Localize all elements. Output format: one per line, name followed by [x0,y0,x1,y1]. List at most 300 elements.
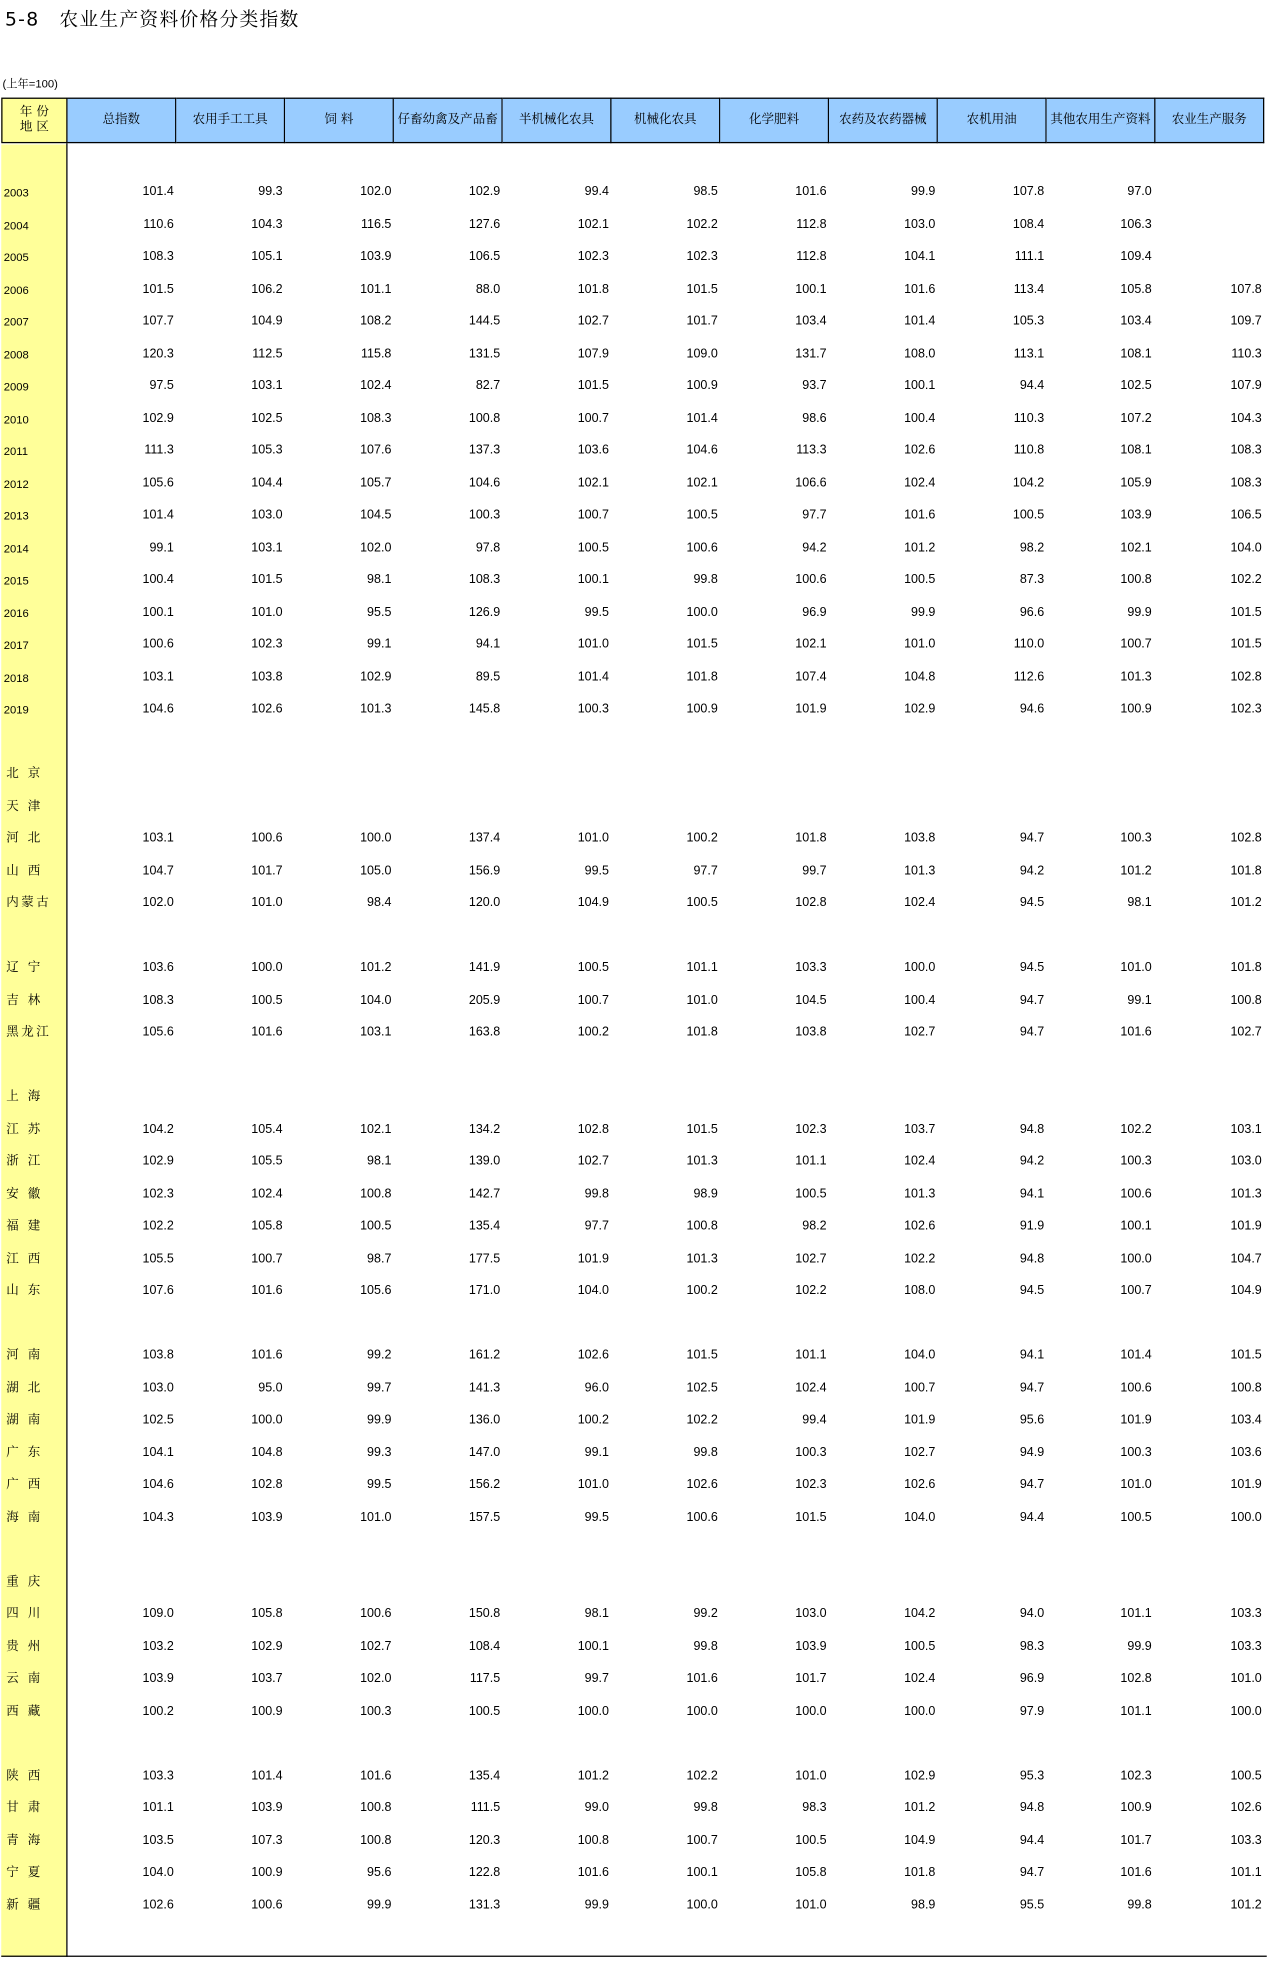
index-value-cell: 99.7 [802,863,827,878]
index-value-cell: 100.0 [251,1413,283,1428]
index-value-cell: 107.9 [577,346,609,361]
index-value-cell: 108.4 [468,1639,501,1654]
index-value-cell: 106.5 [468,249,501,264]
index-value-cell: 99.9 [911,185,936,199]
region-label: 陕 西 [6,1768,43,1783]
region-row [0,1409,1268,1432]
index-value-cell: 100.5 [577,540,609,555]
index-value-cell: 157.5 [468,1510,501,1525]
index-value-cell: 101.6 [904,281,936,296]
region-label: 山 东 [6,1283,43,1298]
index-value-cell: 100.0 [251,960,283,975]
index-value-cell: 97.8 [475,540,501,555]
index-value-cell: 100.5 [1120,1510,1152,1525]
index-value-cell: 108.4 [1012,217,1045,232]
index-value-cell: 101.8 [904,1865,936,1880]
index-value-cell: 102.6 [904,443,936,458]
index-value-cell: 103.6 [577,443,609,458]
index-value-cell: 101.5 [1230,605,1262,620]
index-value-cell: 102.1 [577,217,609,232]
index-value-cell: 112.5 [252,346,283,361]
index-value-cell: 97.7 [693,863,718,878]
region-row [0,1829,1268,1852]
year-row [0,311,1268,334]
index-value-cell: 106.3 [1120,217,1152,232]
index-value-cell: 101.0 [577,831,609,846]
index-value-cell: 100.8 [360,1833,392,1848]
index-value-cell: 100.6 [1120,1380,1152,1395]
index-value-cell: 108.3 [360,411,392,426]
index-value-cell: 100.0 [795,1704,827,1718]
index-value-cell: 103.4 [795,314,827,329]
region-row [0,1668,1268,1691]
index-value-cell: 100.2 [686,1283,718,1298]
index-value-cell: 110.8 [1013,443,1045,458]
index-value-cell: 100.3 [577,702,609,717]
index-value-cell: 105.5 [142,1251,174,1266]
year-label: 2007 [3,315,29,329]
index-value-cell: 102.2 [904,1251,936,1266]
index-value-cell: 99.1 [584,1445,609,1460]
index-value-cell: 101.3 [1120,669,1152,684]
year-label: 2011 [3,444,28,458]
index-value-cell: 102.3 [795,1477,827,1492]
index-value-cell: 100.2 [577,1025,609,1040]
region-label: 甘 肃 [6,1800,43,1815]
index-value-cell: 100.0 [686,605,718,620]
year-row [0,569,1268,592]
index-value-cell: 97.9 [1019,1704,1045,1718]
index-value-cell: 99.2 [367,1348,392,1363]
index-value-cell: 100.8 [360,1800,392,1815]
index-value-cell: 100.1 [795,281,827,296]
index-value-cell: 99.8 [693,572,718,587]
index-value-cell: 100.2 [577,1413,609,1428]
index-value-cell: 100.3 [795,1445,827,1460]
index-value-cell: 113.3 [796,443,827,458]
index-value-cell: 94.2 [1019,1154,1045,1169]
region-row [0,957,1268,980]
index-value-cell: 99.8 [693,1800,718,1815]
index-value-cell: 102.6 [904,1477,936,1492]
index-value-cell: 101.0 [795,1768,827,1783]
region-row [0,1474,1268,1497]
index-value-cell: 139.0 [468,1154,501,1169]
region-label: 上 海 [6,1089,43,1104]
index-value-cell: 97.7 [802,508,827,523]
index-value-cell: 101.8 [1230,863,1262,878]
year-label: 2004 [3,218,29,232]
region-label: 广 东 [6,1445,43,1460]
index-value-cell: 104.6 [686,443,718,458]
index-value-cell: 104.0 [360,993,392,1007]
region-label: 吉 林 [6,993,43,1007]
index-value-cell: 99.8 [693,1639,718,1654]
index-value-cell: 103.1 [142,669,174,684]
index-value-cell: 100.5 [251,993,283,1007]
index-value-cell: 122.8 [468,1865,501,1880]
index-value-cell: 102.8 [1230,831,1262,846]
index-value-cell: 102.7 [904,1025,936,1040]
index-value-cell: 150.8 [468,1607,501,1622]
index-value-cell: 104.9 [577,896,609,910]
index-value-cell: 101.8 [795,831,827,846]
region-label: 江 苏 [6,1122,43,1137]
index-value-cell: 99.5 [584,1510,609,1525]
region-label: 湖 南 [6,1413,43,1428]
index-value-cell: 101.6 [251,1283,283,1298]
index-value-cell: 95.6 [367,1865,392,1880]
index-value-cell: 99.9 [911,605,936,620]
index-value-cell: 102.2 [795,1283,827,1298]
index-value-cell: 100.1 [142,605,174,620]
header-corner-cell [1,98,67,144]
year-row [0,375,1268,398]
index-value-cell: 103.3 [795,960,827,975]
index-value-cell: 171.0 [468,1283,501,1298]
index-value-cell: 100.6 [795,572,827,587]
index-value-cell: 100.7 [577,411,609,426]
index-value-cell: 101.5 [1230,1348,1262,1363]
column-header: 农机用油 [938,98,1047,144]
index-value-cell: 101.9 [577,1251,609,1266]
index-value-cell: 100.6 [1120,1186,1152,1201]
index-value-cell: 100.5 [686,508,718,523]
index-value-cell: 99.4 [802,1413,827,1428]
index-value-cell: 102.7 [1230,1025,1262,1040]
index-value-cell: 111.1 [1014,249,1045,264]
index-value-cell: 102.4 [904,1671,936,1686]
index-value-cell: 102.9 [360,669,392,684]
index-value-cell: 142.7 [468,1186,501,1201]
index-value-cell: 101.2 [904,540,936,555]
index-value-cell: 93.7 [802,378,827,393]
index-value-cell: 98.6 [802,411,827,426]
index-value-cell: 103.9 [251,1800,283,1815]
column-header: 化学肥料 [720,98,829,144]
index-value-cell: 100.1 [904,378,936,393]
index-value-cell: 101.0 [1230,1671,1262,1686]
index-value-cell: 100.5 [468,1704,501,1718]
index-value-cell: 104.9 [904,1833,936,1848]
index-value-cell: 102.6 [686,1477,718,1492]
index-value-cell: 101.0 [1120,960,1152,975]
table-bottom-rule [1,1956,1267,1957]
index-value-cell: 102.2 [686,1768,718,1783]
index-value-cell: 97.5 [149,378,174,393]
index-value-cell: 101.4 [904,314,936,329]
index-value-cell: 94.9 [1019,1445,1045,1460]
index-value-cell: 99.5 [367,1477,392,1492]
index-value-cell: 100.8 [468,411,501,426]
index-value-cell: 102.7 [795,1251,827,1266]
index-value-cell: 101.4 [577,669,609,684]
index-value-cell: 100.6 [251,1897,283,1912]
index-value-cell: 99.4 [584,185,609,199]
year-label: 2019 [3,703,29,717]
index-value-cell [1155,181,1261,204]
index-value-cell: 100.5 [795,1833,827,1848]
region-label: 内蒙古 [6,896,52,910]
index-value-cell: 110.0 [1013,637,1045,652]
index-value-cell: 101.7 [1120,1833,1152,1848]
index-value-cell: 100.5 [577,960,609,975]
index-value-cell: 96.9 [802,605,827,620]
index-value-cell: 104.0 [577,1283,609,1298]
table-title: 农业生产资料价格分类指数 [59,7,300,31]
index-value-cell: 102.2 [686,217,718,232]
region-label: 河 南 [6,1348,43,1363]
index-value-cell: 101.9 [904,1413,936,1428]
index-value-cell: 100.5 [1012,508,1045,523]
index-value-cell: 109.4 [1120,249,1152,264]
index-value-cell: 100.6 [686,540,718,555]
region-label: 新 疆 [6,1897,43,1912]
index-value-cell: 134.2 [468,1122,501,1137]
index-value-cell: 102.6 [577,1348,609,1363]
index-value-cell: 100.6 [142,637,174,652]
year-label: 2005 [3,250,29,264]
region-label: 青 海 [6,1833,43,1848]
index-value-cell: 100.7 [686,1833,718,1848]
index-value-cell: 95.3 [1019,1768,1045,1783]
index-value-cell: 102.0 [142,896,174,910]
index-value-cell: 94.8 [1019,1122,1045,1137]
index-value-cell: 102.5 [686,1380,718,1395]
index-value-cell: 104.0 [142,1865,174,1880]
index-value-cell: 107.9 [1230,378,1262,393]
table-number: 5-8 [5,7,40,31]
index-value-cell: 103.9 [142,1671,174,1686]
index-value-cell: 104.1 [904,249,936,264]
index-value-cell: 101.1 [795,1154,827,1169]
region-label: 辽 宁 [6,960,43,975]
index-value-cell: 100.2 [142,1704,174,1718]
index-value-cell: 112.8 [796,249,827,264]
index-value-cell: 104.8 [251,1445,283,1460]
index-value-cell: 103.0 [142,1380,174,1395]
index-value-cell: 97.0 [1127,185,1152,199]
index-value-cell: 100.0 [1230,1704,1262,1718]
index-value-cell: 99.5 [584,863,609,878]
index-value-cell: 100.1 [577,1639,609,1654]
index-value-cell: 91.9 [1019,1219,1045,1234]
column-header: 农业生产服务 [1155,98,1264,144]
index-value-cell: 104.6 [142,1477,174,1492]
index-value-cell: 102.4 [904,1154,936,1169]
region-row [0,1636,1268,1659]
index-value-cell: 102.2 [1120,1122,1152,1137]
region-row [0,1506,1268,1529]
index-value-cell: 107.2 [1120,411,1152,426]
index-value-cell: 141.9 [468,960,501,975]
region-row [0,989,1268,1012]
region-row [0,1022,1268,1045]
index-value-cell: 100.5 [360,1219,392,1234]
index-value-cell: 95.0 [258,1380,283,1395]
region-row [0,1603,1268,1626]
index-value-cell: 100.9 [251,1704,283,1718]
index-value-cell: 101.6 [251,1025,283,1040]
index-value-cell: 102.8 [577,1122,609,1137]
index-value-cell: 115.8 [361,346,392,361]
index-value-cell: 102.9 [468,185,501,199]
index-value-cell: 103.1 [251,378,283,393]
index-value-cell: 100.8 [1230,993,1262,1007]
index-value-cell: 100.0 [577,1704,609,1718]
index-value-cell: 100.5 [1230,1768,1262,1783]
index-value-cell: 100.1 [577,572,609,587]
index-value-cell: 94.2 [1019,863,1045,878]
column-header: 总指数 [68,98,177,144]
index-value-cell: 144.5 [468,314,501,329]
region-row [0,1894,1268,1917]
region-label: 江 西 [6,1251,43,1266]
index-value-cell: 100.0 [904,1704,936,1718]
index-value-cell: 94.1 [1019,1186,1045,1201]
index-value-cell: 102.9 [904,1768,936,1783]
index-value-cell: 103.7 [904,1122,936,1137]
index-value-cell: 105.6 [142,475,174,490]
column-header: 半机械化农具 [503,98,612,144]
index-value-cell: 177.5 [468,1251,501,1266]
index-value-cell: 136.0 [468,1413,501,1428]
index-value-cell: 99.5 [584,605,609,620]
index-value-cell: 100.9 [1120,702,1152,717]
index-value-cell: 99.1 [367,637,392,652]
index-value-cell: 102.9 [251,1639,283,1654]
index-value-cell: 100.0 [360,831,392,846]
year-label: 2016 [3,606,29,620]
index-value-cell: 102.1 [1120,540,1152,555]
index-value-cell: 101.8 [577,281,609,296]
index-value-cell: 104.0 [1230,540,1262,555]
index-value-cell: 102.3 [686,249,718,264]
region-label: 黑龙江 [6,1025,52,1040]
index-value-cell: 102.8 [251,1477,283,1492]
region-label: 云 南 [6,1671,43,1686]
index-value-cell: 100.6 [360,1607,392,1622]
index-value-cell: 101.9 [1230,1219,1262,1234]
index-value-cell: 98.3 [1019,1639,1045,1654]
index-value-cell: 107.3 [251,1833,283,1848]
index-value-cell: 100.0 [1120,1251,1152,1266]
index-value-cell: 103.9 [360,249,392,264]
index-value-cell: 101.8 [686,1025,718,1040]
index-value-cell: 99.9 [584,1897,609,1912]
index-value-cell: 87.3 [1019,572,1045,587]
index-value-cell: 88.0 [475,281,501,296]
index-value-cell: 100.3 [1120,1154,1152,1169]
region-label: 湖 北 [6,1380,43,1395]
index-value-cell: 104.3 [142,1510,174,1525]
index-value-cell: 101.6 [686,1671,718,1686]
index-value-cell: 120.3 [468,1833,501,1848]
index-value-cell: 156.9 [468,863,501,878]
index-value-cell: 102.3 [577,249,609,264]
index-value-cell: 100.8 [1120,572,1152,587]
index-value-cell: 108.0 [904,346,936,361]
index-value-cell: 145.8 [468,702,501,717]
index-value-cell: 103.1 [360,1025,392,1040]
region-label: 河 北 [6,831,43,846]
region-row [0,1086,1268,1109]
index-value-cell: 101.2 [1230,1897,1262,1912]
index-value-cell: 99.1 [149,540,174,555]
index-value-cell: 108.1 [1120,346,1152,361]
region-row [0,1151,1268,1174]
index-value-cell: 101.5 [251,572,283,587]
index-value-cell: 104.4 [251,475,283,490]
index-value-cell: 131.5 [468,346,501,361]
index-value-cell: 116.5 [361,217,392,232]
index-value-cell: 98.2 [1019,540,1045,555]
index-value-cell: 100.0 [904,960,936,975]
index-value-cell: 102.7 [904,1445,936,1460]
year-row [0,214,1268,237]
index-value-cell: 101.2 [1120,863,1152,878]
index-value-cell: 104.6 [142,702,174,717]
index-value-cell: 94.5 [1019,896,1045,910]
index-value-cell: 101.6 [1120,1025,1152,1040]
index-value-cell: 89.5 [475,669,501,684]
index-value-cell: 104.2 [1012,475,1045,490]
index-value-cell: 99.7 [584,1671,609,1686]
index-value-cell: 101.1 [142,1800,174,1815]
index-value-cell: 98.2 [802,1219,827,1234]
index-value-cell: 102.8 [1120,1671,1152,1686]
index-value-cell: 105.8 [251,1219,283,1234]
index-value-cell: 104.9 [1230,1283,1262,1298]
index-value-cell: 95.5 [367,605,392,620]
region-row [0,1280,1268,1303]
index-value-cell: 108.0 [904,1283,936,1298]
index-value-cell: 109.0 [686,346,718,361]
region-row [0,1345,1268,1368]
index-value-cell: 102.0 [360,185,392,199]
region-label: 山 西 [6,863,43,878]
index-value-cell: 102.4 [360,378,392,393]
index-value-cell: 112.6 [1013,669,1045,684]
index-value-cell: 100.4 [142,572,174,587]
index-value-cell: 104.7 [142,863,174,878]
index-value-cell: 101.3 [686,1154,718,1169]
index-value-cell: 100.8 [577,1833,609,1848]
year-label: 2012 [3,477,29,490]
region-label: 福 建 [6,1219,43,1234]
region-label: 重 庆 [6,1574,43,1589]
region-row [0,1377,1268,1400]
index-value-cell: 101.2 [904,1800,936,1815]
year-label: 2003 [3,186,29,199]
base-note: (上年=100) [2,77,58,90]
index-value-cell: 102.1 [795,637,827,652]
index-value-cell: 108.3 [142,993,174,1007]
index-value-cell: 102.3 [1230,702,1262,717]
index-value-cell: 96.0 [584,1380,609,1395]
index-value-cell: 101.9 [795,702,827,717]
year-label: 2008 [3,347,29,361]
index-value-cell: 107.7 [142,314,174,329]
index-value-cell: 102.9 [142,1154,174,1169]
index-value-cell: 105.9 [1120,475,1152,490]
index-value-cell: 102.7 [360,1639,392,1654]
index-value-cell: 99.2 [693,1607,718,1622]
region-row [0,892,1268,915]
index-value-cell: 101.0 [904,637,936,652]
index-value-cell: 103.6 [1230,1445,1262,1460]
index-value-cell: 104.0 [904,1510,936,1525]
